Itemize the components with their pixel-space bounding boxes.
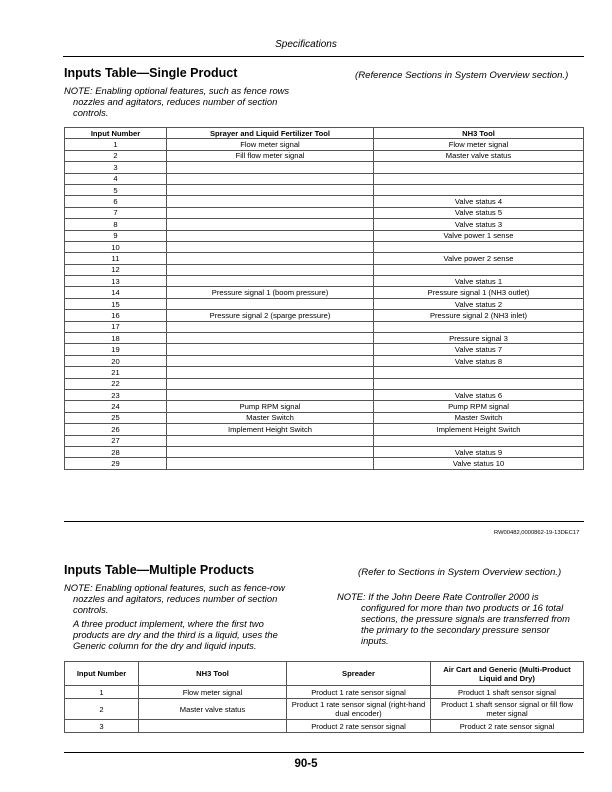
page-header: Specifications [275, 39, 337, 50]
table-cell [167, 355, 374, 366]
table-cell [374, 184, 584, 195]
table-cell: 21 [65, 367, 167, 378]
table-row [65, 720, 584, 733]
note-line: A three product implement, where the first two [73, 618, 264, 629]
table-cell: 22 [65, 378, 167, 389]
table-row [65, 686, 584, 699]
table-row [65, 264, 584, 275]
table-cell: 8 [65, 219, 167, 230]
table-cell: 20 [65, 355, 167, 366]
table-cell: Master Switch [374, 412, 584, 423]
note-line: controls. [73, 604, 109, 615]
table-cell: Pressure signal 1 (NH3 outlet) [374, 287, 584, 298]
table-cell [167, 173, 374, 184]
table-cell: Valve status 1 [374, 276, 584, 287]
table-cell: 26 [65, 424, 167, 435]
table-cell: Pressure signal 3 [374, 333, 584, 344]
table-row [65, 333, 584, 344]
table-cell: 27 [65, 435, 167, 446]
table-cell [167, 276, 374, 287]
table-cell: 1 [65, 686, 139, 699]
table-row [65, 310, 584, 321]
table-cell [374, 367, 584, 378]
table-cell: Valve status 9 [374, 446, 584, 457]
table-cell: Product 1 shaft sensor signal [431, 686, 584, 699]
table-cell [167, 207, 374, 218]
table-row [65, 139, 584, 150]
table-cell [167, 219, 374, 230]
table-cell: Product 1 rate sensor signal [287, 686, 431, 699]
table-row [65, 344, 584, 355]
header-divider [63, 56, 584, 57]
table-cell: 12 [65, 264, 167, 275]
table-cell: 14 [65, 287, 167, 298]
column-header: Air Cart and Generic (Multi-Product Liquid and Dry) [431, 662, 584, 686]
note-line: NOTE: Enabling optional features, such as fence-row [64, 582, 285, 593]
table-row [65, 150, 584, 161]
table-row [65, 412, 584, 423]
table-cell: Flow meter signal [167, 139, 374, 150]
table-cell [374, 378, 584, 389]
table-cell: 4 [65, 173, 167, 184]
column-header: NH3 Tool [374, 128, 584, 139]
note-rate-controller [337, 591, 587, 646]
table-header-row [65, 662, 584, 686]
table-cell [167, 196, 374, 207]
table-row [65, 699, 584, 720]
table-cell [167, 458, 374, 469]
table-row [65, 458, 584, 469]
table-cell: 9 [65, 230, 167, 241]
note-line: NOTE: Enabling optional features, such as fence rows [64, 85, 290, 96]
note-line: controls. [73, 107, 109, 118]
table-cell [139, 720, 287, 733]
table-cell: Valve status 5 [374, 207, 584, 218]
table-row [65, 321, 584, 332]
table-row [65, 389, 584, 400]
table-row [65, 401, 584, 412]
footer-divider [64, 752, 584, 753]
table-cell [167, 184, 374, 195]
table-cell: Product 1 shaft sensor signal or fill flow meter signal [431, 699, 584, 720]
table-cell: 7 [65, 207, 167, 218]
table-cell: Pump RPM signal [374, 401, 584, 412]
table-cell: Pressure signal 2 (sparge pressure) [167, 310, 374, 321]
table-row [65, 378, 584, 389]
table-cell [167, 344, 374, 355]
table-cell: Product 2 rate sensor signal [287, 720, 431, 733]
note-line: products are dry and the third is a liquid, uses the [73, 629, 278, 640]
note-line: configured for more than two products or 16 total [361, 602, 564, 613]
table-cell: Master Switch [167, 412, 374, 423]
table-cell: 17 [65, 321, 167, 332]
table-cell: Valve status 8 [374, 355, 584, 366]
table-cell [167, 389, 374, 400]
table-cell: 10 [65, 241, 167, 252]
table-cell: Fill flow meter signal [167, 150, 374, 161]
reference-code: RW00482,0000862-19-13DEC17 [494, 530, 580, 536]
table-row [65, 162, 584, 173]
table-cell: 3 [65, 720, 139, 733]
page-number: 90-5 [294, 758, 318, 770]
table-cell: 1 [65, 139, 167, 150]
table-cell [167, 378, 374, 389]
table-cell: 2 [65, 699, 139, 720]
table-row [65, 287, 584, 298]
table-cell [374, 173, 584, 184]
table-row [65, 367, 584, 378]
table-cell [167, 321, 374, 332]
table-cell [374, 435, 584, 446]
table-cell [167, 435, 374, 446]
note-line: Generic column for the dry and liquid inputs. [73, 640, 257, 651]
table-cell [167, 230, 374, 241]
table-row [65, 424, 584, 435]
table-row [65, 355, 584, 366]
table-cell [167, 253, 374, 264]
table-row [65, 173, 584, 184]
table-row [65, 435, 584, 446]
column-header: Spreader [287, 662, 431, 686]
inputs-table-single-product [64, 127, 584, 470]
table-cell: Valve status 6 [374, 389, 584, 400]
table-row [65, 298, 584, 309]
table-cell: 19 [65, 344, 167, 355]
table-cell: Implement Height Switch [374, 424, 584, 435]
table-cell: 28 [65, 446, 167, 457]
note-line: inputs. [361, 635, 389, 646]
table-row [65, 230, 584, 241]
note-line: sections, the pressure signals are transferred from [361, 613, 570, 624]
table-cell: 15 [65, 298, 167, 309]
table-cell: Product 1 rate sensor signal (right-hand dual encoder) [287, 699, 431, 720]
table-row [65, 446, 584, 457]
table-cell: 5 [65, 184, 167, 195]
section-reference-multiple-products: (Refer to Sections in System Overview section.) [358, 567, 562, 578]
table-cell [167, 367, 374, 378]
table-cell [167, 333, 374, 344]
table-cell [374, 321, 584, 332]
table-cell [167, 446, 374, 457]
table-cell: Pressure signal 2 (NH3 inlet) [374, 310, 584, 321]
table-cell [167, 162, 374, 173]
table-cell: Valve status 7 [374, 344, 584, 355]
table-cell: 11 [65, 253, 167, 264]
table-cell: Valve status 2 [374, 298, 584, 309]
column-header: NH3 Tool [139, 662, 287, 686]
note-single-product [64, 85, 334, 118]
table-cell: 3 [65, 162, 167, 173]
table-cell [374, 241, 584, 252]
table-cell [167, 264, 374, 275]
table-cell: Master valve status [139, 699, 287, 720]
table-cell: Flow meter signal [374, 139, 584, 150]
table-header-row [65, 128, 584, 139]
table-cell: 18 [65, 333, 167, 344]
table-cell: Implement Height Switch [167, 424, 374, 435]
table-cell: 24 [65, 401, 167, 412]
table-cell: Valve power 2 sense [374, 253, 584, 264]
section-title-single-product: Inputs Table—Single Product [64, 66, 238, 80]
table-cell: 13 [65, 276, 167, 287]
table-row [65, 241, 584, 252]
note-line: NOTE: If the John Deere Rate Controller 2000 is [337, 591, 539, 602]
section-divider [64, 521, 584, 522]
table-cell: 16 [65, 310, 167, 321]
table-row [65, 196, 584, 207]
table-cell: Master valve status [374, 150, 584, 161]
table-cell [374, 264, 584, 275]
table-row [65, 253, 584, 264]
section-title-multiple-products: Inputs Table—Multiple Products [64, 563, 255, 577]
table-row [65, 276, 584, 287]
table-cell [167, 298, 374, 309]
note-multiple-products [64, 582, 334, 651]
table-cell: Valve status 4 [374, 196, 584, 207]
table-cell [374, 162, 584, 173]
table-cell: 6 [65, 196, 167, 207]
table-cell: Pump RPM signal [167, 401, 374, 412]
table-row [65, 207, 584, 218]
note-line: nozzles and agitators, reduces number of section [73, 593, 278, 604]
table-cell: 25 [65, 412, 167, 423]
table-cell [167, 241, 374, 252]
table-cell: 23 [65, 389, 167, 400]
inputs-table-multiple-products [64, 661, 584, 733]
note-line: nozzles and agitators, reduces number of section [73, 96, 278, 107]
table-cell: Product 2 rate sensor signal [431, 720, 584, 733]
column-header: Input Number [65, 128, 167, 139]
table-cell: 2 [65, 150, 167, 161]
table-row [65, 219, 584, 230]
table-cell: Pressure signal 1 (boom pressure) [167, 287, 374, 298]
note-line: the primary to the secondary pressure sensor [361, 624, 550, 635]
column-header: Sprayer and Liquid Fertilizer Tool [167, 128, 374, 139]
section-reference-single-product: (Reference Sections in System Overview section.) [355, 70, 569, 81]
table-cell: 29 [65, 458, 167, 469]
table-cell: Valve status 3 [374, 219, 584, 230]
table-cell: Flow meter signal [139, 686, 287, 699]
table-cell: Valve power 1 sense [374, 230, 584, 241]
table-row [65, 184, 584, 195]
column-header: Input Number [65, 662, 139, 686]
table-cell: Valve status 10 [374, 458, 584, 469]
